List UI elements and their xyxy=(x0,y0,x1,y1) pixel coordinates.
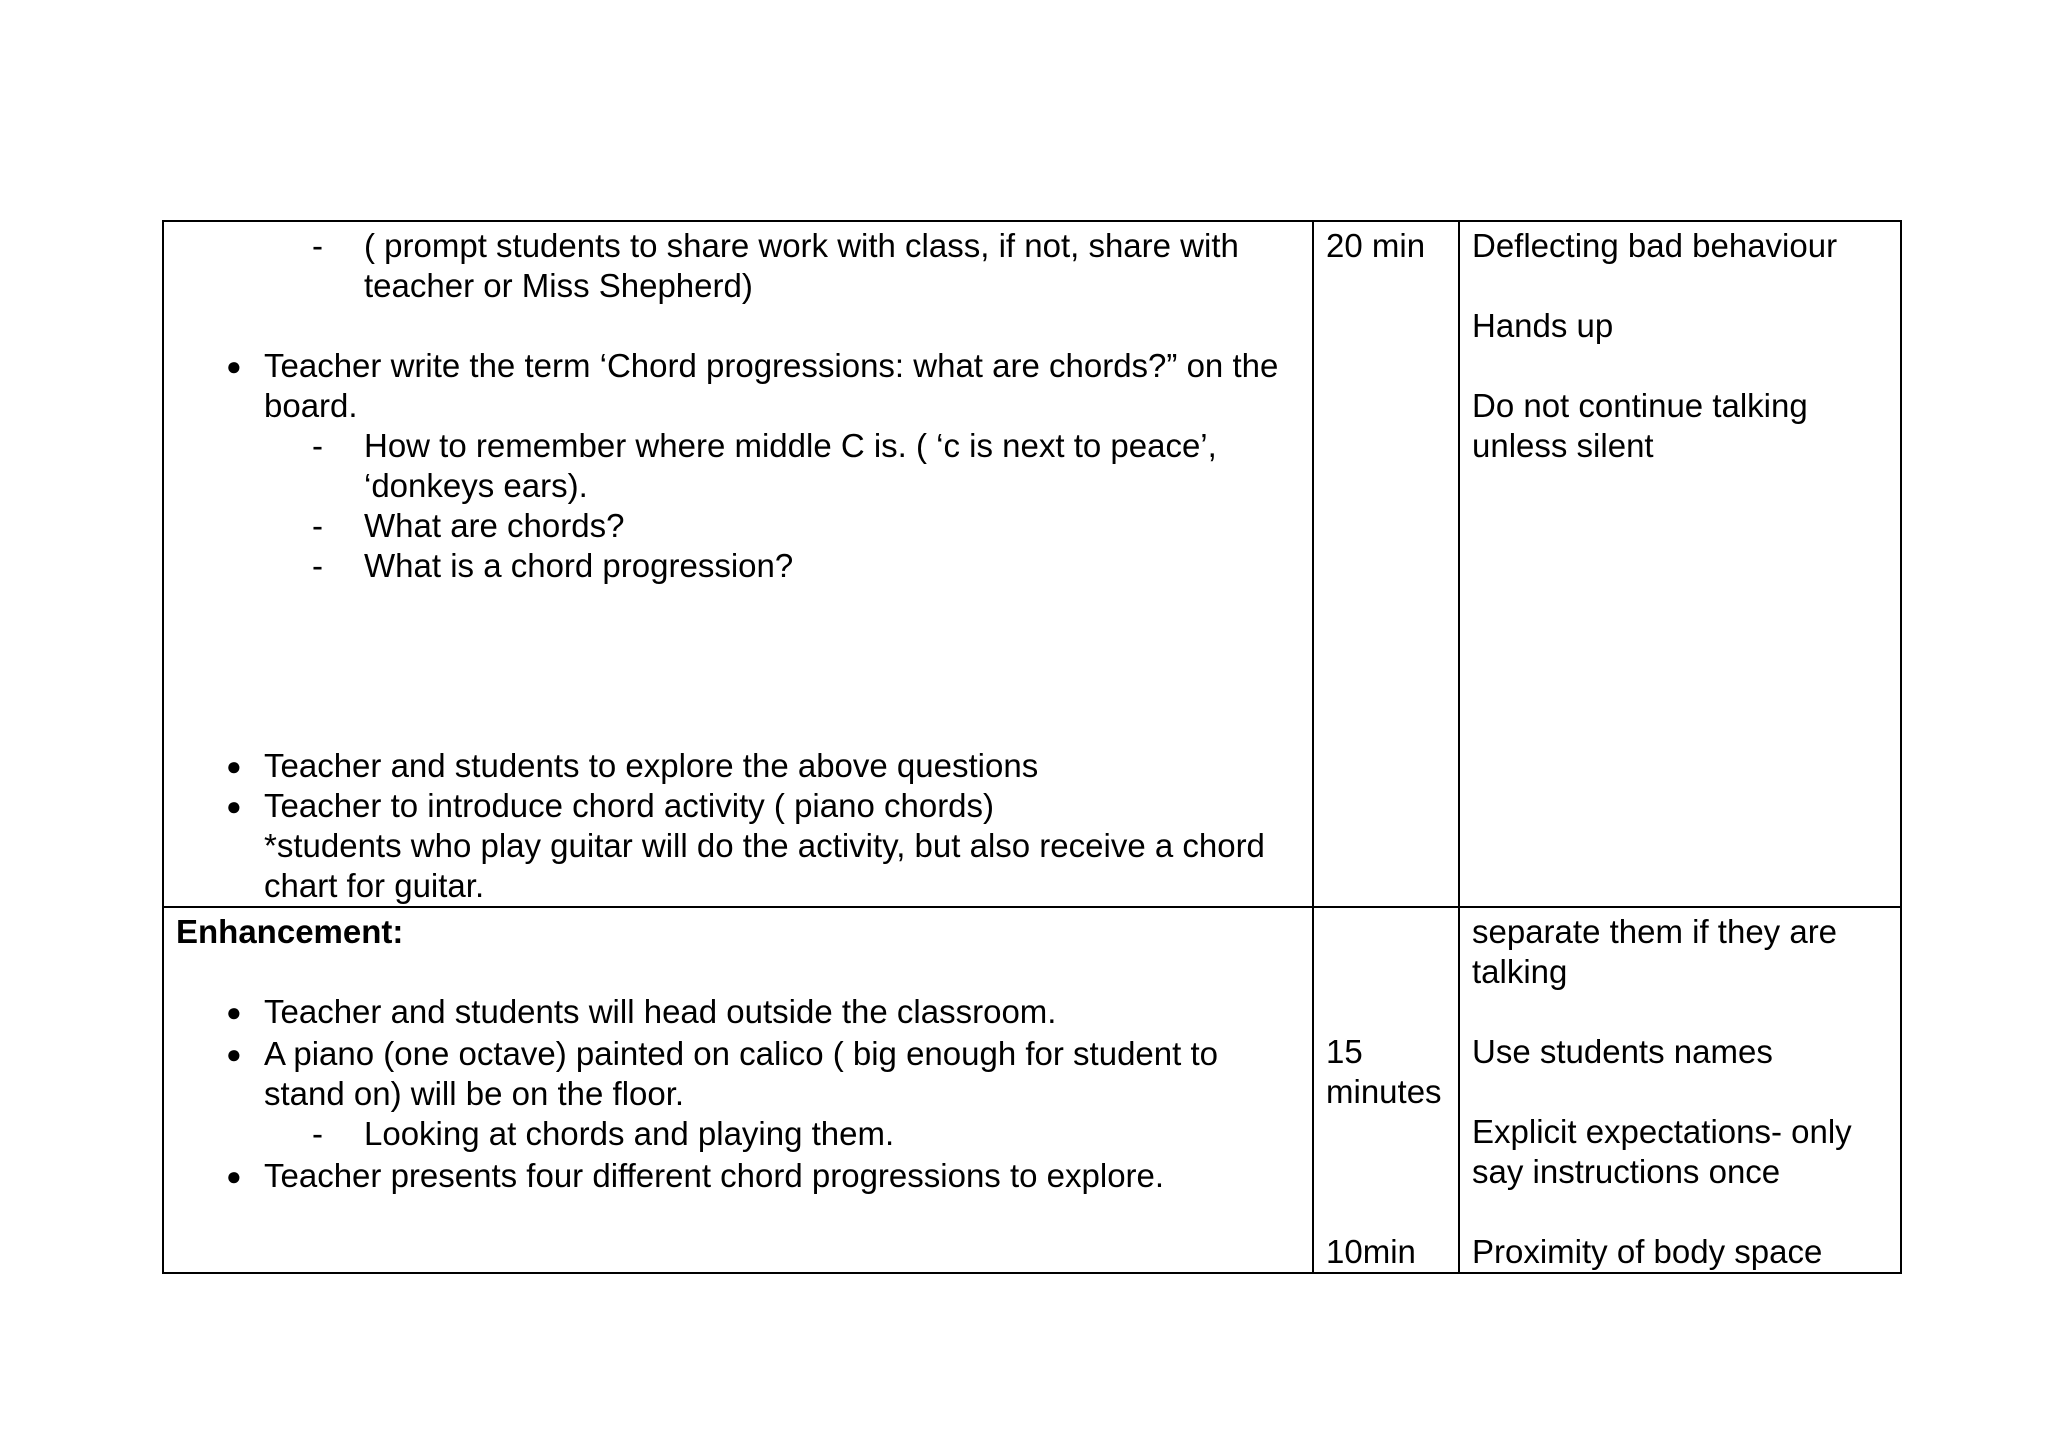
bullet-text: Teacher write the term ‘Chord progressions: what are chords?” on the board. xyxy=(264,347,1279,424)
list-item xyxy=(176,226,1300,306)
list-item xyxy=(176,346,1300,426)
guitar-note: *students who play guitar will do the activity, but also receive a chord chart for guitar. xyxy=(264,827,1265,904)
time-cell xyxy=(1313,907,1459,1273)
bullet-marker: ● xyxy=(226,351,242,381)
list-item xyxy=(176,786,1300,826)
strategy-item: Proximity of body space xyxy=(1472,1233,1823,1270)
bullet-marker: ● xyxy=(226,751,242,781)
dash-marker: - xyxy=(312,227,323,264)
dash-marker: - xyxy=(312,507,323,544)
table-row xyxy=(163,907,1901,1273)
list-item xyxy=(176,1114,1300,1154)
list-item xyxy=(176,992,1300,1032)
bullet-text: Teacher to introduce chord activity ( piano chords) xyxy=(264,787,995,824)
strategy-item: Hands up xyxy=(1472,307,1614,344)
sub-item-text: What are chords? xyxy=(364,507,625,544)
strategy-item: separate them if they are talking xyxy=(1472,913,1838,990)
strategy-item: Deflecting bad behaviour xyxy=(1472,227,1838,264)
strategy-item: Use students names xyxy=(1472,1033,1773,1070)
list-item xyxy=(176,746,1300,786)
activity-cell xyxy=(163,907,1313,1273)
sub-item-text: Looking at chords and playing them. xyxy=(364,1115,895,1152)
strategy-cell xyxy=(1459,221,1901,907)
time-value: 20 min xyxy=(1326,227,1426,264)
list-item xyxy=(176,426,1300,506)
bullet-text: A piano (one octave) painted on calico ( big enough for student to stand on) will be on the floor. xyxy=(264,1035,1218,1112)
bullet-text: Teacher presents four different chord progressions to explore. xyxy=(264,1157,1165,1194)
dash-marker: - xyxy=(312,547,323,584)
bullet-marker: ● xyxy=(226,1039,242,1069)
time-value: 10min xyxy=(1326,1233,1416,1270)
table-row xyxy=(163,221,1901,907)
time-cell xyxy=(1313,221,1459,907)
sub-item-text: What is a chord progression? xyxy=(364,547,794,584)
intro-dash-text: ( prompt students to share work with class, if not, share with teacher or Miss Shepherd) xyxy=(364,227,1239,304)
lesson-plan-table xyxy=(162,220,1902,1274)
bullet-text: Teacher and students will head outside the classroom. xyxy=(264,993,1057,1030)
list-item xyxy=(176,1156,1300,1196)
bullet-marker: ● xyxy=(226,997,242,1027)
strategy-item: Explicit expectations- only say instructions once xyxy=(1472,1113,1852,1190)
sub-item-text: How to remember where middle C is. ( ‘c is next to peace’, ‘donkeys ears). xyxy=(364,427,1217,504)
bullet-marker: ● xyxy=(226,1161,242,1191)
list-item xyxy=(176,546,1300,586)
activity-cell xyxy=(163,221,1313,907)
dash-marker: - xyxy=(312,1115,323,1152)
bullet-text: Teacher and students to explore the above questions xyxy=(264,747,1039,784)
section-title: Enhancement: xyxy=(176,913,404,950)
dash-marker: - xyxy=(312,427,323,464)
list-item xyxy=(176,506,1300,546)
time-value: 15 minutes xyxy=(1326,1033,1442,1110)
strategy-cell xyxy=(1459,907,1901,1273)
list-item xyxy=(176,1034,1300,1114)
strategy-item: Do not continue talking unless silent xyxy=(1472,387,1808,464)
bullet-marker: ● xyxy=(226,791,242,821)
